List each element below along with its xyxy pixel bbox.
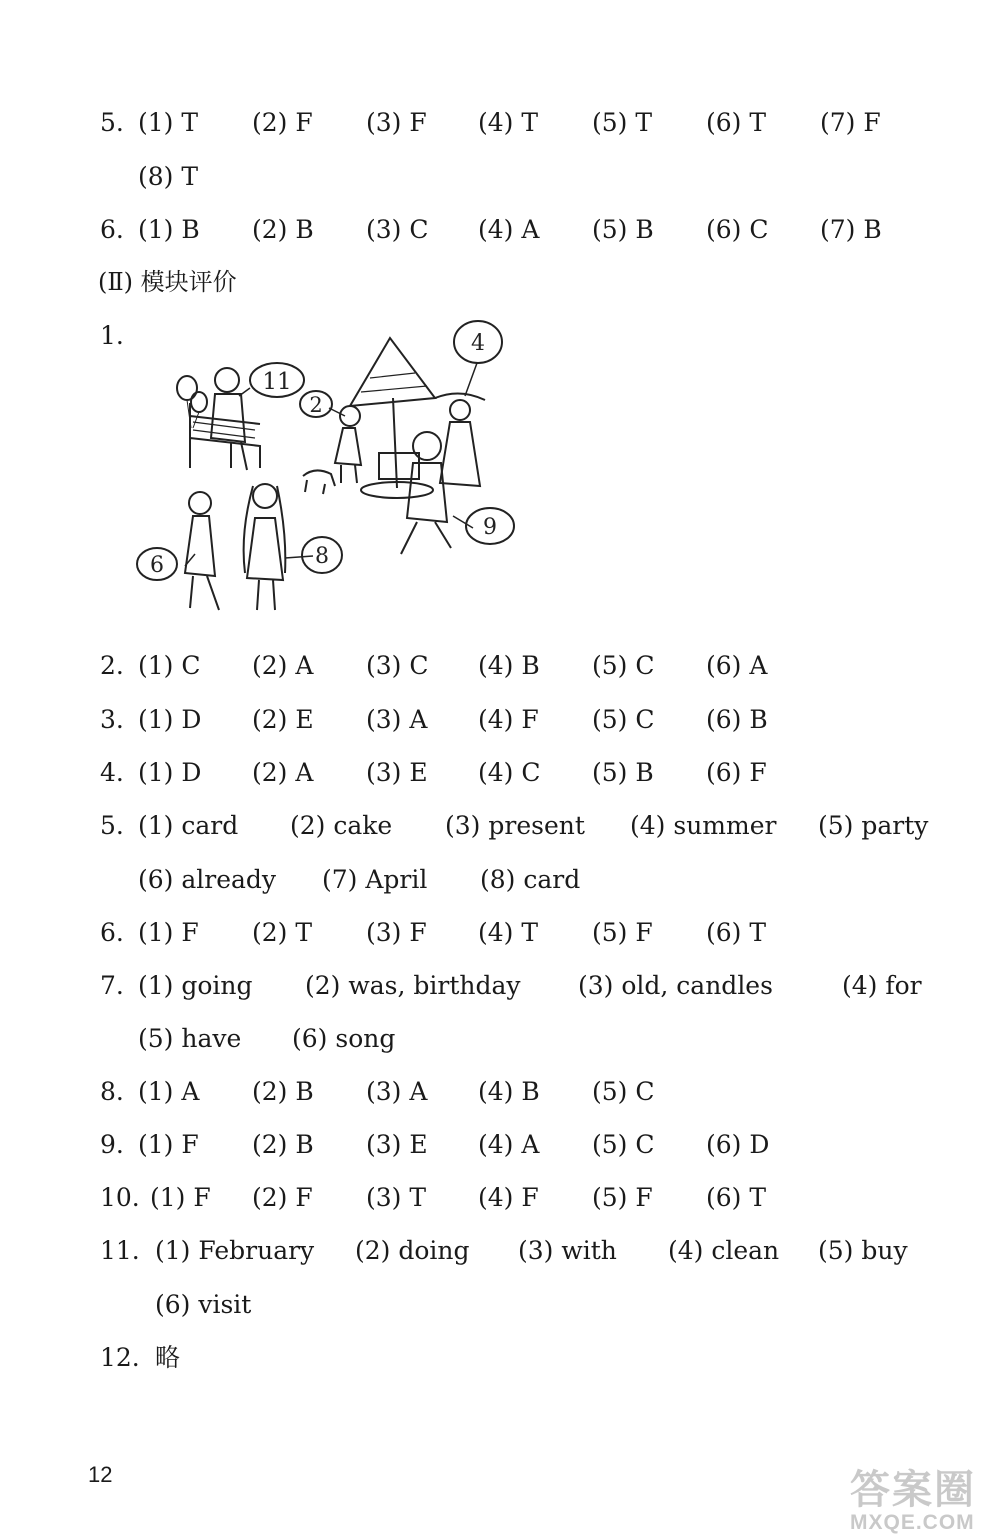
answer-item: (2) E [252, 705, 314, 734]
answer-item: (5) B [592, 758, 654, 787]
answer-item: (6) C [706, 215, 769, 244]
answer-item: (2) F [252, 1183, 313, 1212]
answer-item: (6) A [706, 651, 768, 680]
answer-item: (2) T [252, 918, 313, 947]
answer-item: (2) B [252, 215, 314, 244]
question-number: 11. [100, 1236, 140, 1265]
answer-item: (6) visit [155, 1290, 252, 1319]
answer-item: (3) C [366, 651, 429, 680]
answer-item: (7) F [820, 108, 881, 137]
answer-item: (4) clean [668, 1236, 780, 1265]
question-number: 8. [100, 1077, 124, 1106]
answer-item: (4) F [478, 705, 539, 734]
answer-item: (1) card [138, 811, 239, 840]
answer-item: (5) C [592, 705, 655, 734]
answer-item: (6) T [706, 1183, 767, 1212]
answer-item: (2) F [252, 108, 313, 137]
question-number: 9. [100, 1130, 124, 1159]
answer-item: 略 [155, 1343, 181, 1372]
answer-item: (5) F [592, 918, 653, 947]
answer-item: (3) A [366, 705, 428, 734]
answer-item: (1) going [138, 971, 253, 1000]
answer-item: (6) T [706, 108, 767, 137]
watermark-logo: 答案圈 [850, 1468, 976, 1512]
answer-item: (3) T [366, 1183, 427, 1212]
question-number: 3. [100, 705, 124, 734]
answer-item: (2) was, birthday [305, 971, 521, 1000]
answer-item: (5) party [818, 811, 929, 840]
answer-item: (1) F [150, 1183, 211, 1212]
answer-item: (2) B [252, 1077, 314, 1106]
answer-item: (4) summer [630, 811, 777, 840]
answer-item: (4) T [478, 108, 539, 137]
question-number: 6. [100, 918, 124, 947]
answer-item: (8) card [480, 865, 581, 894]
answer-item: (1) T [138, 108, 199, 137]
answer-item: (3) A [366, 1077, 428, 1106]
question-number: 4. [100, 758, 124, 787]
callout-label: 6 [150, 553, 164, 578]
watermark [850, 1468, 976, 1534]
answer-item: (3) F [366, 108, 427, 137]
answer-item: (1) February [155, 1236, 315, 1265]
answer-item: (1) B [138, 215, 200, 244]
answer-item: (3) E [366, 1130, 428, 1159]
question-number: 5. [100, 811, 124, 840]
answer-item: (1) D [138, 758, 202, 787]
answer-item: (6) already [138, 865, 277, 894]
callout-4 [454, 321, 502, 363]
answer-item: (5) C [592, 1130, 655, 1159]
answer-item: (4) for [842, 971, 922, 1000]
callout-8 [302, 537, 342, 573]
answer-item: (3) C [366, 215, 429, 244]
question-number: 10. [100, 1183, 140, 1212]
question-number: 5. [100, 108, 124, 137]
question-number: 6. [100, 215, 124, 244]
callout-6 [137, 548, 177, 580]
answer-item: (4) F [478, 1183, 539, 1212]
answer-item: (8) T [138, 162, 199, 191]
answer-item: (7) April [322, 865, 428, 894]
callout-11 [250, 363, 304, 397]
answer-item: (4) B [478, 651, 540, 680]
question-number: 7. [100, 971, 124, 1000]
answer-item: (5) T [592, 108, 653, 137]
answer-item: (4) A [478, 1130, 540, 1159]
answer-item: (3) F [366, 918, 427, 947]
page-number: 12 [88, 1462, 113, 1487]
answer-item: (3) old, candles [578, 971, 773, 1000]
callout-label: 4 [471, 331, 485, 356]
answer-item: (1) F [138, 1130, 199, 1159]
answer-item: (1) F [138, 918, 199, 947]
answer-item: (5) buy [818, 1236, 908, 1265]
answer-item: (2) A [252, 758, 314, 787]
answer-item: (4) C [478, 758, 541, 787]
answer-item: (4) T [478, 918, 539, 947]
callout-label: 2 [309, 393, 323, 417]
park-illustration [135, 318, 525, 623]
watermark-url: MXQE.COM [850, 1511, 975, 1534]
answer-item: (2) cake [290, 811, 393, 840]
answer-item: (2) A [252, 651, 314, 680]
answer-item: (3) E [366, 758, 428, 787]
answer-item: (4) A [478, 215, 540, 244]
answer-item: (5) B [592, 215, 654, 244]
section-heading: (Ⅱ) 模块评价 [98, 268, 237, 296]
question-number: 1. [100, 321, 124, 350]
answer-item: (5) have [138, 1024, 242, 1053]
answer-item: (7) B [820, 215, 882, 244]
callout-9 [466, 508, 514, 544]
callout-2 [300, 391, 332, 417]
answer-item: (1) C [138, 651, 201, 680]
callout-label: 9 [483, 515, 497, 540]
answer-item: (5) C [592, 1077, 655, 1106]
answer-item: (6) B [706, 705, 768, 734]
answer-item: (2) doing [355, 1236, 470, 1265]
question-number: 12. [100, 1343, 140, 1372]
answer-item: (6) D [706, 1130, 770, 1159]
question-number: 2. [100, 651, 124, 680]
answer-item: (6) F [706, 758, 767, 787]
answer-item: (6) T [706, 918, 767, 947]
callout-label: 8 [315, 544, 329, 569]
callout-label: 11 [262, 369, 292, 395]
answer-item: (1) A [138, 1077, 200, 1106]
answer-item: (3) with [518, 1236, 617, 1265]
answer-item: (4) B [478, 1077, 540, 1106]
answer-item: (1) D [138, 705, 202, 734]
answer-item: (3) present [445, 811, 585, 840]
answer-item: (6) song [292, 1024, 396, 1053]
answer-item: (5) F [592, 1183, 653, 1212]
answer-item: (5) C [592, 651, 655, 680]
answer-item: (2) B [252, 1130, 314, 1159]
